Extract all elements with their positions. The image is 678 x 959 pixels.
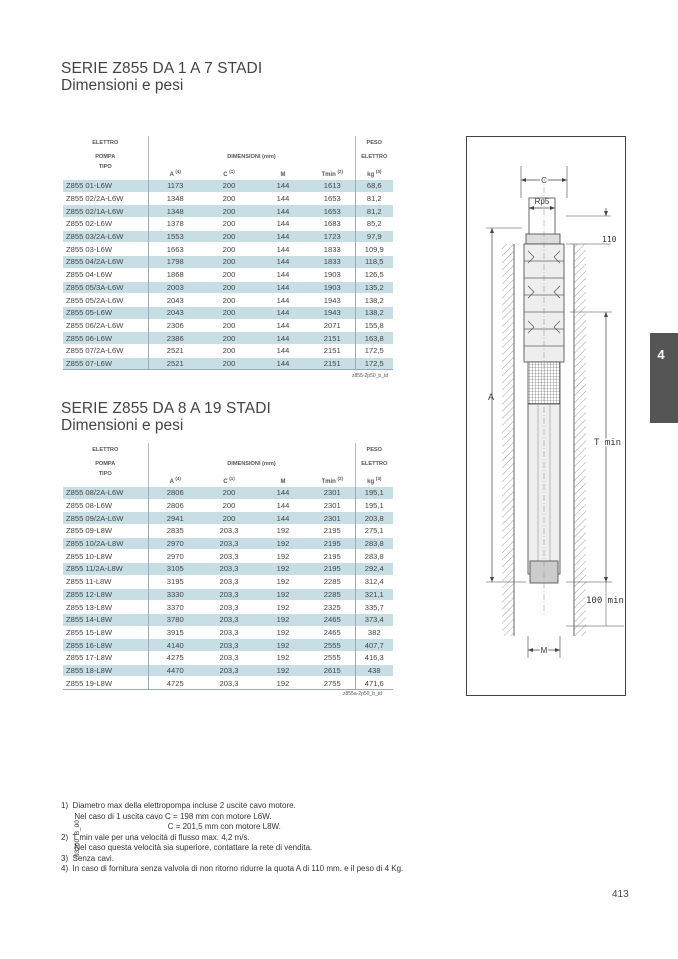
pump-type-cell: Z855 02-L6W <box>63 218 148 231</box>
value-cell: 283,8 <box>355 550 393 563</box>
pump-type-cell: Z855 02/2A-L6W <box>63 192 148 205</box>
value-cell: 2521 <box>148 344 202 357</box>
label-100min: 100 min <box>586 596 624 606</box>
value-cell: 2195 <box>310 525 355 538</box>
value-cell: 2195 <box>310 550 355 563</box>
table-row <box>63 281 393 294</box>
footnote-2b: Nel caso questa velocità sia superiore, contattare la rete di vendita. <box>61 843 313 852</box>
value-cell: 144 <box>256 332 310 345</box>
value-cell: 200 <box>202 487 256 500</box>
value-cell: 118,5 <box>355 256 393 269</box>
value-cell: 203,3 <box>202 588 256 601</box>
value-cell: 200 <box>202 230 256 243</box>
pump-type-cell: Z855 10-L8W <box>63 550 148 563</box>
value-cell: 192 <box>256 677 310 690</box>
table-row <box>63 294 393 307</box>
value-cell: 283,8 <box>355 537 393 550</box>
value-cell: 203,3 <box>202 563 256 576</box>
pump-type-cell: Z855 05/3A-L6W <box>63 281 148 294</box>
header-col-c: C $^{(1)}$ <box>223 476 235 485</box>
value-cell: 1798 <box>148 256 202 269</box>
table-row <box>63 639 393 652</box>
pump-type-cell: Z855 16-L8W <box>63 639 148 652</box>
value-cell: 200 <box>202 243 256 256</box>
value-cell: 203,3 <box>202 677 256 690</box>
table-row <box>63 256 393 269</box>
pump-type-cell: Z855 08-L6W <box>63 499 148 512</box>
pump-type-cell: Z855 01-L6W <box>63 180 148 193</box>
header-col-kg: kg $^{(3)}$ <box>355 163 393 180</box>
value-cell: 2970 <box>148 537 202 550</box>
footnote-2: 2) T min vale per una velocità di flusso max. 4,2 m/s. <box>61 832 250 842</box>
value-cell: 97,9 <box>355 230 393 243</box>
value-cell: 135,2 <box>355 281 393 294</box>
value-cell: 192 <box>256 575 310 588</box>
value-cell: 200 <box>202 512 256 525</box>
table-row <box>63 664 393 677</box>
value-cell: 3330 <box>148 588 202 601</box>
value-cell: 2615 <box>310 664 355 677</box>
value-cell: 3195 <box>148 575 202 588</box>
value-cell: 2306 <box>148 319 202 332</box>
value-cell: 85,2 <box>355 218 393 231</box>
value-cell: 192 <box>256 639 310 652</box>
well-wall-right <box>574 244 586 636</box>
value-cell: 200 <box>202 357 256 370</box>
value-cell: 144 <box>256 243 310 256</box>
pump-type-cell: Z855 10/2A-L8W <box>63 537 148 550</box>
table-row <box>63 499 393 512</box>
table-row <box>63 613 393 626</box>
value-cell: 203,3 <box>202 575 256 588</box>
pump-type-cell: Z855 09-L8W <box>63 525 148 538</box>
value-cell: 2941 <box>148 512 202 525</box>
value-cell: 200 <box>202 294 256 307</box>
section1-title-main: SERIE Z855 DA 1 A 7 STADI <box>61 60 263 77</box>
value-cell: 471,6 <box>355 677 393 690</box>
section2-title-sub: Dimensioni e pesi <box>61 417 184 434</box>
pump-type-cell: Z855 06-L6W <box>63 332 148 345</box>
pump-type-cell: Z855 03-L6W <box>63 243 148 256</box>
value-cell: 2301 <box>310 512 355 525</box>
value-cell: 203,3 <box>202 550 256 563</box>
table-row <box>63 601 393 614</box>
header-col-m: M <box>280 479 286 485</box>
header-col-a: A $^{(4)}$ <box>148 470 202 487</box>
value-cell: 335,7 <box>355 601 393 614</box>
pump-type-cell: Z855 07/2A-L6W <box>63 344 148 357</box>
header-pump-l1: ELETTRO <box>92 447 119 453</box>
value-cell: 2043 <box>148 306 202 319</box>
label-110: 110 <box>602 235 617 244</box>
value-cell: 1173 <box>148 180 202 193</box>
value-cell: 2301 <box>310 487 355 500</box>
value-cell: 1723 <box>310 230 355 243</box>
table-row <box>63 319 393 332</box>
pump-type-cell: Z855 18-L8W <box>63 664 148 677</box>
footnote-1: 1) Diametro max della elettropompa incluse 2 uscite cavo motore. <box>61 801 296 810</box>
pump-type-cell: Z855 17-L8W <box>63 651 148 664</box>
table-row <box>63 487 393 500</box>
table-row <box>63 192 393 205</box>
header-col-c: C $^{(1)}$ <box>223 169 235 178</box>
value-cell: 144 <box>256 268 310 281</box>
header-pump-l3: TIPO <box>98 164 112 170</box>
pump-type-cell: Z855 04/2A-L6W <box>63 256 148 269</box>
table-2-body <box>63 487 393 690</box>
value-cell: 200 <box>202 306 256 319</box>
value-cell: 144 <box>256 487 310 500</box>
header-pump-l2: POMPA <box>95 460 116 467</box>
value-cell: 1348 <box>148 205 202 218</box>
header-pump-l2: POMPA <box>95 153 116 160</box>
value-cell: 144 <box>256 180 310 193</box>
value-cell: 382 <box>355 626 393 639</box>
value-cell: 321,1 <box>355 588 393 601</box>
value-cell: 192 <box>256 525 310 538</box>
label-a: A <box>488 392 495 402</box>
value-cell: 192 <box>256 626 310 639</box>
table-row <box>63 306 393 319</box>
table-row <box>63 677 393 690</box>
value-cell: 203,3 <box>202 525 256 538</box>
value-cell: 138,2 <box>355 294 393 307</box>
value-cell: 2465 <box>310 626 355 639</box>
value-cell: 203,3 <box>202 664 256 677</box>
value-cell: 2071 <box>310 319 355 332</box>
value-cell: 373,4 <box>355 613 393 626</box>
value-cell: 203,3 <box>202 601 256 614</box>
table-row <box>63 230 393 243</box>
value-cell: 200 <box>202 180 256 193</box>
value-cell: 144 <box>256 230 310 243</box>
value-cell: 1553 <box>148 230 202 243</box>
page-number: 413 <box>612 889 629 900</box>
header-pump-l1: ELETTRO <box>92 140 119 146</box>
value-cell: 1833 <box>310 256 355 269</box>
section1-title-sub: Dimensioni e pesi <box>61 77 184 94</box>
table-row <box>63 512 393 525</box>
value-cell: 144 <box>256 218 310 231</box>
check-valve <box>526 234 560 244</box>
pump-type-cell: Z855 05/2A-L6W <box>63 294 148 307</box>
value-cell: 407,7 <box>355 639 393 652</box>
value-cell: 1663 <box>148 243 202 256</box>
value-cell: 2043 <box>148 294 202 307</box>
header-pump-l3: TIPO <box>98 471 112 477</box>
value-cell: 203,3 <box>202 651 256 664</box>
header-weight-l2: ELETTRO <box>355 150 393 163</box>
value-cell: 144 <box>256 281 310 294</box>
value-cell: 312,4 <box>355 575 393 588</box>
pump-type-cell: Z855 07-L6W <box>63 357 148 370</box>
pump-type-cell: Z855 13-L8W <box>63 601 148 614</box>
section2-title-main: SERIE Z855 DA 8 A 19 STADI <box>61 400 271 417</box>
table-row <box>63 651 393 664</box>
value-cell: 4470 <box>148 664 202 677</box>
value-cell: 1683 <box>310 218 355 231</box>
table-row <box>63 575 393 588</box>
value-cell: 144 <box>256 192 310 205</box>
header-col-tmin: Tmin $^{(2)}$ <box>321 169 343 178</box>
table-row <box>63 218 393 231</box>
value-cell: 155,8 <box>355 319 393 332</box>
value-cell: 2151 <box>310 357 355 370</box>
table-row <box>63 357 393 370</box>
header-col-tmin: Tmin $^{(2)}$ <box>321 476 343 485</box>
value-cell: 203,3 <box>202 626 256 639</box>
value-cell: 81,2 <box>355 192 393 205</box>
pump-type-cell: Z855 04-L6W <box>63 268 148 281</box>
dimensions-table-1 <box>63 136 393 370</box>
value-cell: 144 <box>256 357 310 370</box>
pump-type-cell: Z855 06/2A-L6W <box>63 319 148 332</box>
value-cell: 200 <box>202 332 256 345</box>
value-cell: 2806 <box>148 499 202 512</box>
value-cell: 2386 <box>148 332 202 345</box>
value-cell: 192 <box>256 651 310 664</box>
value-cell: 1613 <box>310 180 355 193</box>
pump-type-cell: Z855 02/1A-L6W <box>63 205 148 218</box>
pump-type-cell: Z855 08/2A-L6W <box>63 487 148 500</box>
value-cell: 1903 <box>310 268 355 281</box>
table-row <box>63 205 393 218</box>
value-cell: 203,8 <box>355 512 393 525</box>
table-1-body <box>63 180 393 370</box>
header-dimensions: DIMENSIONI (mm) <box>148 457 355 470</box>
table-row <box>63 332 393 345</box>
value-cell: 2555 <box>310 651 355 664</box>
value-cell: 1868 <box>148 268 202 281</box>
header-col-a: A $^{(4)}$ <box>148 163 202 180</box>
pump-type-cell: Z855 12-L8W <box>63 588 148 601</box>
value-cell: 192 <box>256 550 310 563</box>
header-weight-l1: PESO <box>355 443 393 457</box>
value-cell: 200 <box>202 268 256 281</box>
header-weight-l1: PESO <box>355 136 393 150</box>
table-2-code: z855a-2p50_b_td <box>343 691 382 697</box>
value-cell: 203,3 <box>202 613 256 626</box>
label-c: C <box>541 176 547 185</box>
value-cell: 2195 <box>310 537 355 550</box>
value-cell: 4725 <box>148 677 202 690</box>
drawing-code: 03700_B_00 <box>74 820 81 857</box>
value-cell: 1653 <box>310 205 355 218</box>
section2-title <box>61 400 271 434</box>
value-cell: 2806 <box>148 487 202 500</box>
value-cell: 2285 <box>310 575 355 588</box>
value-cell: 144 <box>256 294 310 307</box>
value-cell: 144 <box>256 306 310 319</box>
value-cell: 292,4 <box>355 563 393 576</box>
value-cell: 144 <box>256 344 310 357</box>
pump-type-cell: Z855 05-L6W <box>63 306 148 319</box>
table-row <box>63 525 393 538</box>
value-cell: 144 <box>256 319 310 332</box>
value-cell: 203,3 <box>202 537 256 550</box>
value-cell: 200 <box>202 192 256 205</box>
value-cell: 2285 <box>310 588 355 601</box>
value-cell: 416,3 <box>355 651 393 664</box>
value-cell: 138,2 <box>355 306 393 319</box>
value-cell: 200 <box>202 218 256 231</box>
label-tmin: T min <box>594 438 622 448</box>
value-cell: 2151 <box>310 332 355 345</box>
table-row <box>63 537 393 550</box>
value-cell: 200 <box>202 319 256 332</box>
table-row <box>63 626 393 639</box>
value-cell: 144 <box>256 499 310 512</box>
value-cell: 4140 <box>148 639 202 652</box>
value-cell: 275,1 <box>355 525 393 538</box>
value-cell: 172,5 <box>355 344 393 357</box>
value-cell: 195,1 <box>355 487 393 500</box>
table-row <box>63 588 393 601</box>
value-cell: 438 <box>355 664 393 677</box>
value-cell: 1903 <box>310 281 355 294</box>
pump-type-cell: Z855 14-L8W <box>63 613 148 626</box>
value-cell: 109,9 <box>355 243 393 256</box>
header-col-m: M <box>280 172 286 178</box>
value-cell: 200 <box>202 281 256 294</box>
dimensions-table-2 <box>63 443 393 690</box>
table-row <box>63 243 393 256</box>
value-cell: 1943 <box>310 306 355 319</box>
pump-type-cell: Z855 09/2A-L6W <box>63 512 148 525</box>
value-cell: 1943 <box>310 294 355 307</box>
value-cell: 2555 <box>310 639 355 652</box>
footnote-1c: C = 201,5 mm con motore L8W. <box>61 822 281 831</box>
value-cell: 3370 <box>148 601 202 614</box>
value-cell: 2465 <box>310 613 355 626</box>
pump-type-cell: Z855 11-L8W <box>63 575 148 588</box>
value-cell: 200 <box>202 256 256 269</box>
table-row <box>63 180 393 193</box>
value-cell: 4275 <box>148 651 202 664</box>
table-row <box>63 563 393 576</box>
pump-type-cell: Z855 19-L8W <box>63 677 148 690</box>
value-cell: 68,6 <box>355 180 393 193</box>
table-1-code: z855-2p50_b_td <box>352 373 389 379</box>
value-cell: 3915 <box>148 626 202 639</box>
footnotes <box>61 801 403 875</box>
value-cell: 200 <box>202 499 256 512</box>
value-cell: 2301 <box>310 499 355 512</box>
value-cell: 81,2 <box>355 205 393 218</box>
table-row <box>63 344 393 357</box>
footnote-4: 4) In caso di fornitura senza valvola di non ritorno ridurre la quota A di 110 mm. e il peso di 4 Kg. <box>61 864 404 873</box>
footnote-1b: Nel caso di 1 uscita cavo C = 198 mm con motore L6W. <box>61 811 272 821</box>
value-cell: 172,5 <box>355 357 393 370</box>
value-cell: 2521 <box>148 357 202 370</box>
value-cell: 144 <box>256 512 310 525</box>
value-cell: 2151 <box>310 344 355 357</box>
value-cell: 192 <box>256 563 310 576</box>
header-weight-l2: ELETTRO <box>355 457 393 470</box>
value-cell: 2195 <box>310 563 355 576</box>
value-cell: 1348 <box>148 192 202 205</box>
value-cell: 200 <box>202 344 256 357</box>
value-cell: 2835 <box>148 525 202 538</box>
value-cell: 144 <box>256 205 310 218</box>
pump-type-cell: Z855 11/2A-L8W <box>63 563 148 576</box>
value-cell: 192 <box>256 613 310 626</box>
value-cell: 163,8 <box>355 332 393 345</box>
table-row <box>63 550 393 563</box>
value-cell: 200 <box>202 205 256 218</box>
header-dimensions: DIMENSIONI (mm) <box>148 150 355 163</box>
value-cell: 195,1 <box>355 499 393 512</box>
value-cell: 1653 <box>310 192 355 205</box>
value-cell: 2755 <box>310 677 355 690</box>
label-m: M <box>540 646 548 655</box>
chapter-tab-number: 4 <box>657 347 665 362</box>
value-cell: 192 <box>256 537 310 550</box>
well-wall-left <box>502 244 514 636</box>
pump-type-cell: Z855 15-L8W <box>63 626 148 639</box>
value-cell: 1378 <box>148 218 202 231</box>
value-cell: 126,5 <box>355 268 393 281</box>
chapter-tab <box>650 333 678 423</box>
pump-type-cell: Z855 03/2A-L6W <box>63 230 148 243</box>
table-row <box>63 268 393 281</box>
section1-title <box>61 60 262 94</box>
value-cell: 192 <box>256 588 310 601</box>
label-rp5: Rp5 <box>534 197 550 206</box>
value-cell: 3105 <box>148 563 202 576</box>
value-cell: 203,3 <box>202 639 256 652</box>
header-col-kg: kg $^{(3)}$ <box>355 470 393 487</box>
value-cell: 1833 <box>310 243 355 256</box>
value-cell: 2970 <box>148 550 202 563</box>
value-cell: 192 <box>256 601 310 614</box>
value-cell: 192 <box>256 664 310 677</box>
value-cell: 3780 <box>148 613 202 626</box>
footnote-3: 3) Senza cavi. <box>61 853 114 863</box>
value-cell: 2325 <box>310 601 355 614</box>
value-cell: 144 <box>256 256 310 269</box>
value-cell: 2003 <box>148 281 202 294</box>
